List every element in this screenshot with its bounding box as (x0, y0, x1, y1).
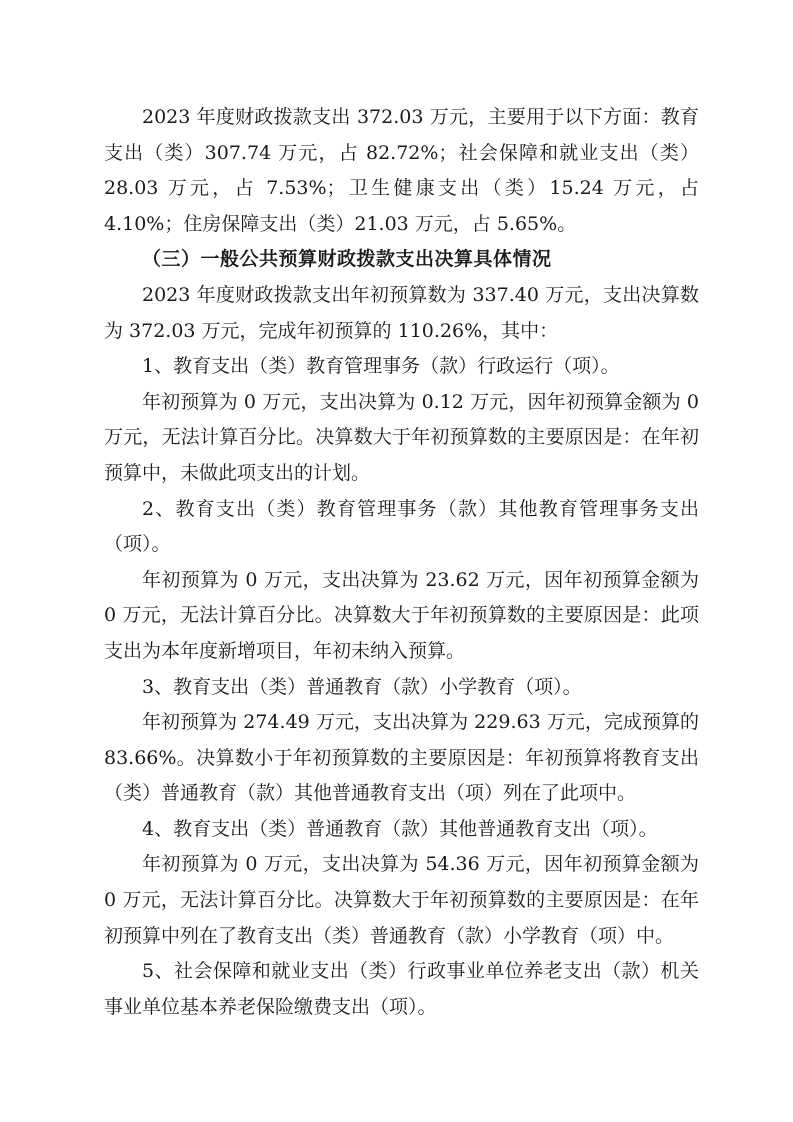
item-heading-1: 1、教育支出（类）教育管理事务（款）行政运行（项）。 (142, 355, 620, 378)
item-heading-4: 4、教育支出（类）普通教育（款）其他普通教育支出（项）。 (142, 817, 658, 840)
paragraph-expenditure-summary: 2023 年度财政拨款支出 372.03 万元，主要用于以下方面：教育支出（类）307.74 万元，占 82.72%；社会保障和就业支出（类）28.03 万元，占 7.53%；卫生健康支出（类）15.24 万元，占 4.10%；住房保障支出（类）21.03 万元，占 5.65%。 (104, 106, 699, 235)
item-heading-2: 2、教育支出（类）教育管理事务（款）其他教育管理事务支出（项）。 (104, 497, 699, 556)
section-heading: （三）一般公共预算财政拨款支出决算具体情况 (142, 248, 552, 271)
item-detail-3: 年初预算为 274.49 万元，支出决算为 229.63 万元，完成预算的 83.66%。决算数小于年初预算数的主要原因是：年初预算将教育支出（类）普通教育（款）其他普通教育支出（项）列在了此项中。 (104, 711, 699, 805)
item-detail-2: 年初预算为 0 万元，支出决算为 23.62 万元，因年初预算金额为 0 万元，无法计算百分比。决算数大于年初预算数的主要原因是：此项支出为本年度新增项目，年初未纳入预算。 (104, 568, 699, 662)
document-body (104, 100, 699, 1025)
item-detail-4: 年初预算为 0 万元，支出决算为 54.36 万元，因年初预算金额为 0 万元，无法计算百分比。决算数大于年初预算数的主要原因是：在年初预算中列在了教育支出（类）普通教育（款）小学教育（项）中。 (104, 853, 699, 947)
paragraph-budget-overview: 2023 年度财政拨款支出年初预算数为 337.40 万元，支出决算数为 372.03 万元，完成年初预算的 110.26%，其中： (104, 283, 699, 342)
item-heading-5: 5、社会保障和就业支出（类）行政事业单位养老支出（款）机关事业单位基本养老保险缴费支出（项）。 (104, 960, 699, 1018)
item-detail-1: 年初预算为 0 万元，支出决算为 0.12 万元，因年初预算金额为 0 万元，无法计算百分比。决算数大于年初预算数的主要原因是：在年初预算中，未做此项支出的计划。 (104, 390, 699, 484)
item-heading-3: 3、教育支出（类）普通教育（款）小学教育（项）。 (142, 675, 582, 698)
